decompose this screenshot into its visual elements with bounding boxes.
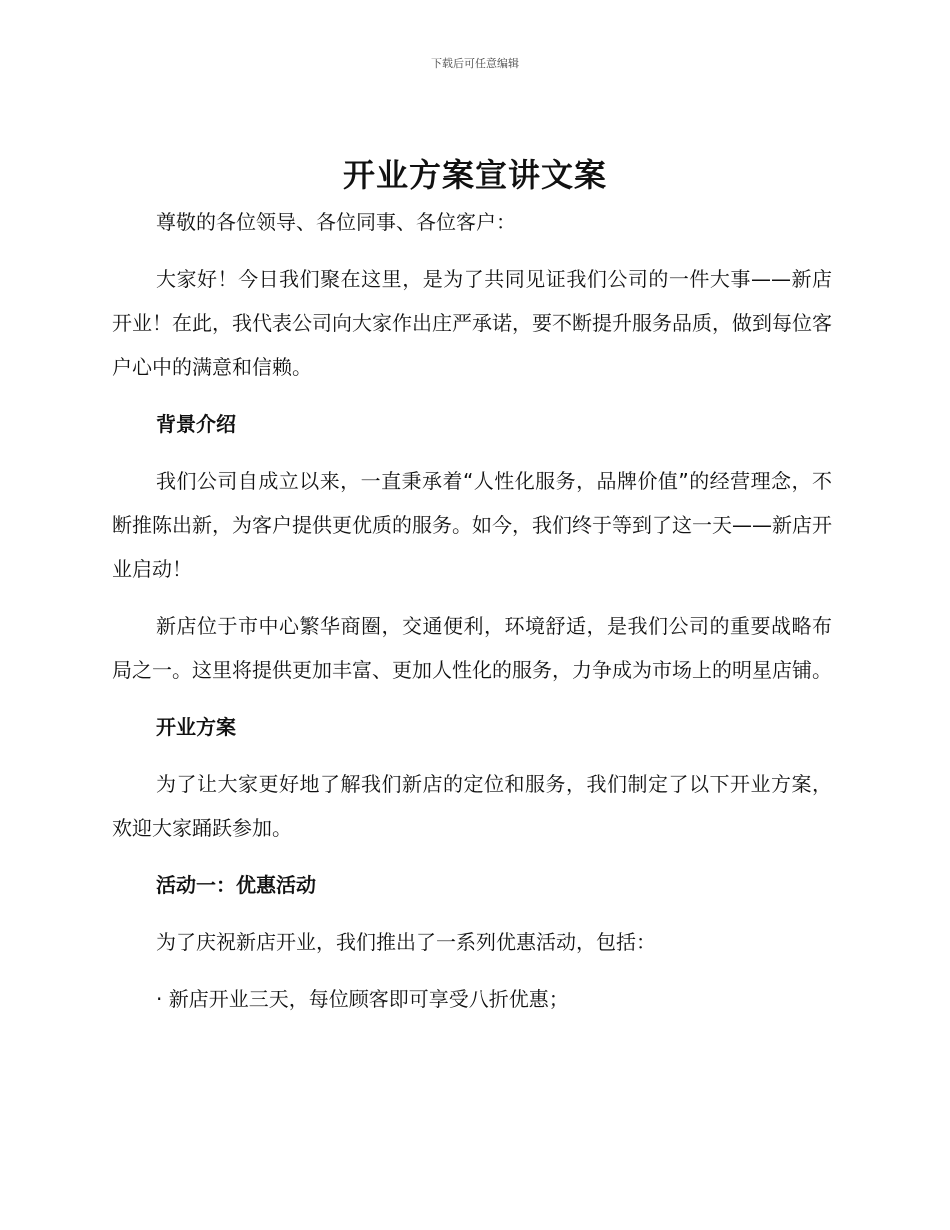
background-paragraph-2: 新店位于市中心繁华商圈，交通便利，环境舒适，是我们公司的重要战略布局之一。这里将提供更加丰富、更加人性化的服务，力争成为市场上的明星店铺。 bbox=[112, 614, 832, 682]
activity-bullet-1: · 新店开业三天，每位顾客即可享受八折优惠； bbox=[156, 987, 569, 1011]
greeting: 尊敬的各位领导、各位同事、各位客户： bbox=[156, 210, 516, 234]
section-heading-background: 背景介绍 bbox=[156, 412, 236, 436]
section-heading-plan: 开业方案 bbox=[156, 715, 236, 739]
document-title: 开业方案宣讲文案 bbox=[342, 156, 607, 194]
background-paragraph-1: 我们公司自成立以来，一直秉承着“人性化服务，品牌价值”的经营理念，不断推陈出新，为客户提供更优质的服务。如今，我们终于等到了这一天——新店开业启动！ bbox=[112, 469, 832, 581]
intro-paragraph: 大家好！今日我们聚在这里，是为了共同见证我们公司的一件大事——新店开业！在此，我代表公司向大家作出庄严承诺，要不断提升服务品质，做到每位客户心中的满意和信赖。 bbox=[112, 267, 832, 379]
plan-paragraph: 为了让大家更好地了解我们新店的定位和服务，我们制定了以下开业方案，欢迎大家踊跃参加。 bbox=[112, 772, 832, 840]
header-note: 下载后可任意编辑 bbox=[431, 57, 519, 70]
activity-heading-1: 活动一：优惠活动 bbox=[156, 873, 316, 897]
activity-paragraph-1: 为了庆祝新店开业，我们推出了一系列优惠活动，包括： bbox=[156, 930, 656, 954]
document-body bbox=[112, 200, 832, 1034]
